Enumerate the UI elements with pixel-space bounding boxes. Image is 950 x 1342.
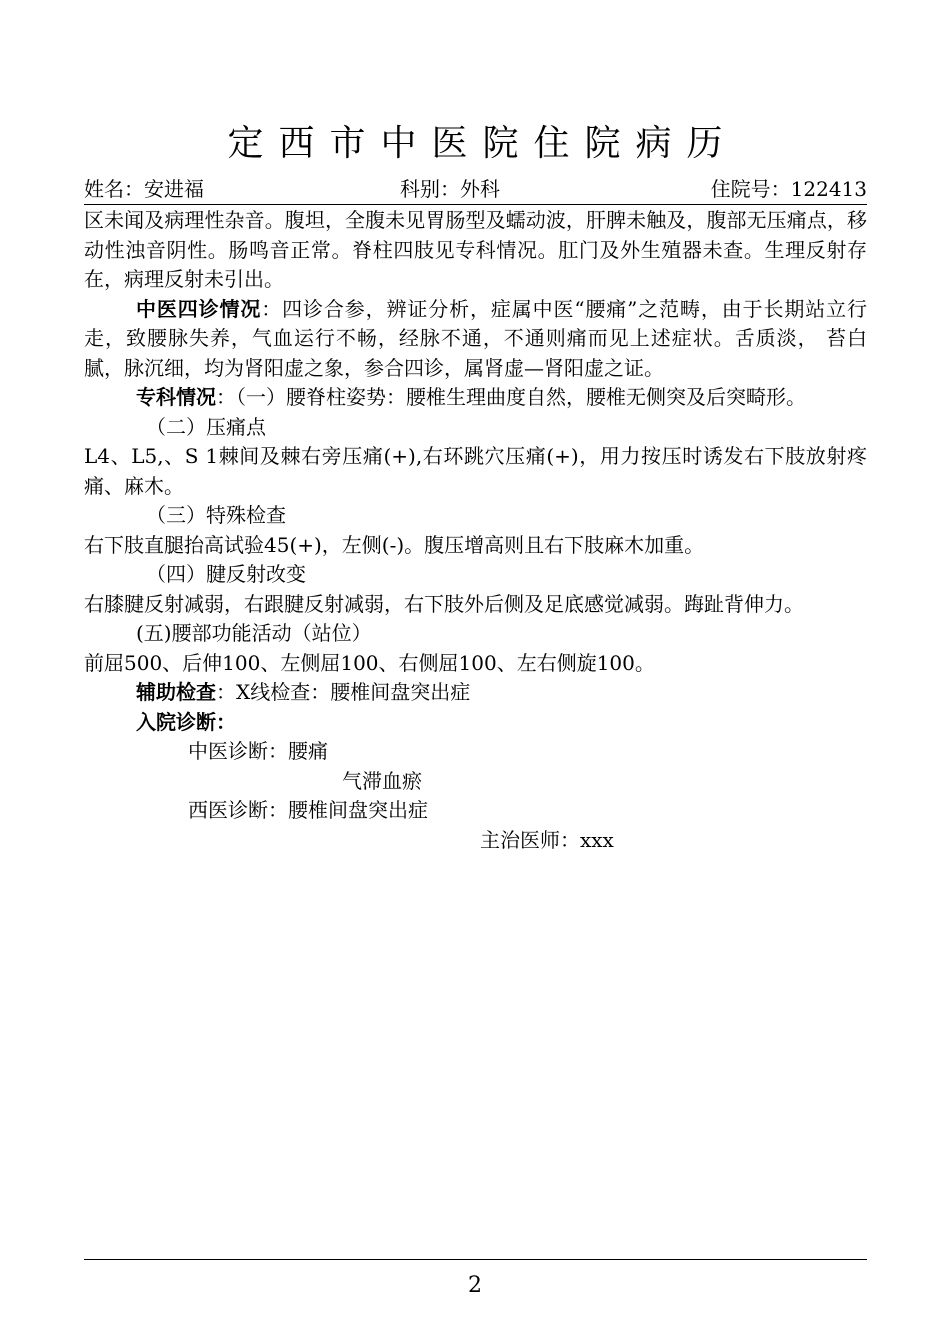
page-title: 定西市中医院住院病历 xyxy=(227,123,738,164)
admission-number: 住院号：122413 xyxy=(710,177,867,201)
specialty-paragraph xyxy=(84,383,867,413)
tcm-diagnosis: 中医诊断：腰痛 xyxy=(188,739,328,763)
patient-header xyxy=(84,174,867,205)
section-tenderness-text: L4、L5,、S 1棘间及棘右旁压痛(+),右环跳穴压痛(+)，用力按压时诱发右下肢放射疼痛、麻木。 xyxy=(84,444,867,498)
section-special-exam-title: （三）特殊检查 xyxy=(146,503,286,527)
tcm-four-diagnosis-label: 中医四诊情况 xyxy=(136,296,262,321)
aux-exam-paragraph xyxy=(84,678,867,708)
section-special-exam-text: 右下肢直腿抬高试验45(+)，左侧(-)。腹压增高则且右下肢麻木加重。 xyxy=(84,532,705,557)
footer-divider xyxy=(84,1259,867,1260)
specialty-text: ：（一）腰脊柱姿势：腰椎生理曲度自然，腰椎无侧突及后突畸形。 xyxy=(216,385,806,409)
page-number: 2 xyxy=(468,1273,482,1298)
record-body xyxy=(84,206,867,855)
section-reflex-title: （四）腱反射改变 xyxy=(146,562,306,586)
admission-diagnosis-paragraph xyxy=(84,708,867,738)
admission-diagnosis-label: 入院诊断： xyxy=(136,709,236,734)
specialty-label: 专科情况 xyxy=(136,385,216,409)
section-lumbar-function-title: (五)腰部功能活动（站位） xyxy=(136,621,372,645)
attending-physician: 主治医师：xxx xyxy=(480,827,614,852)
aux-exam-text: ：X线检查：腰椎间盘突出症 xyxy=(216,680,471,704)
tcm-four-diagnosis-paragraph xyxy=(84,295,867,384)
department: 科别：外科 xyxy=(400,177,500,201)
patient-name: 姓名：安进福 xyxy=(84,177,204,201)
section-lumbar-function-text: 前屈500、后伸100、左侧屈100、右侧屈100、左右侧旋100。 xyxy=(84,650,655,675)
section-tenderness-title: （二）压痛点 xyxy=(146,414,266,439)
western-diagnosis: 西医诊断：腰椎间盘突出症 xyxy=(188,798,428,822)
aux-exam-label: 辅助检查 xyxy=(136,680,216,704)
tcm-syndrome-type: 气滞血瘀 xyxy=(342,768,422,793)
section-reflex-text: 右膝腱反射减弱，右跟腱反射减弱，右下肢外后侧及足底感觉减弱。踇趾背伸力。 xyxy=(84,591,804,616)
tcm-four-diagnosis-text: ：四诊合参，辨证分析，症属中医“腰痛”之范畴，由于长期站立行走，致腰脉失养，气血运行不畅，经脉不通，不通则痛而见上述症状。舌质淡， 苔白腻，脉沉细，均为肾阳虚之象，参合四诊，属肾虚—肾阳虚之证。 xyxy=(84,296,868,380)
physical-exam-continued: 区未闻及病理性杂音。腹坦，全腹未见胃肠型及蠕动波，肝脾未触及，腹部无压痛点，移动性浊音阴性。肠鸣音正常。脊柱四肢见专科情况。肛门及外生殖器未查。生理反射存在，病理反射未引出。 xyxy=(84,208,867,291)
